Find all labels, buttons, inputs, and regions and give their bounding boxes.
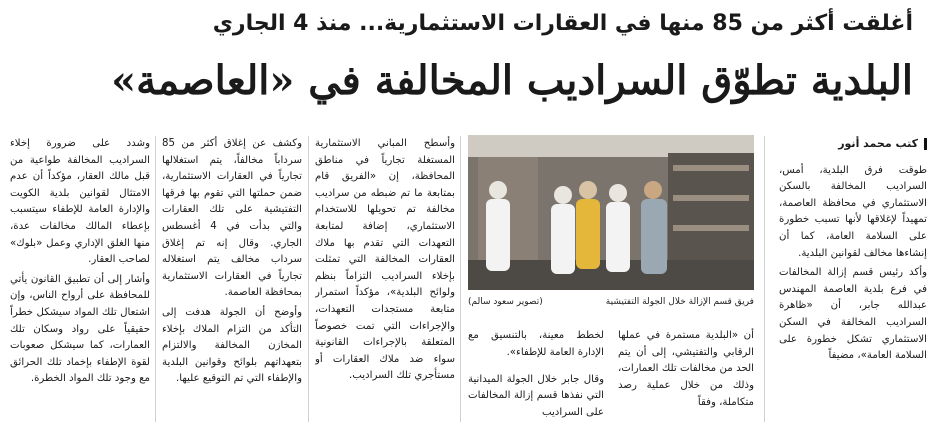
article-column-6 [10,136,150,424]
column-divider [308,136,309,422]
paragraph: وأوضح أن الجولة هدفت إلى التأكد من التزام الملاك بإخلاء المخازن المخالفة والالتزام بتعهداتهم بلوائح وقوانين البلدية والإطفاء التي تم التوقيع عليها. [162,306,302,385]
paragraph: طوقت فرق البلدية، أمس، السراديب المخالفة بالسكن الاستثماري في محافظة العاصمة، تمهيداً لإغلاقها لأنها تسبب خطورة على السلامة العامة، كما أن إنشاءها مخالف لقوانين البلدية. [779,164,927,259]
photo-caption-row [468,294,754,310]
article-headline: البلدية تطوّق السراديب المخالفة في «العاصمة» [111,57,913,104]
article-column-4 [315,136,455,424]
article-column-2 [618,318,754,424]
byline-text: كتب محمد أنور [838,137,918,150]
paragraph: لخطط معينة، بالتنسيق مع الإدارة العامة للإطفاء». [468,330,604,358]
column-divider [155,136,156,422]
paragraph: وكشف عن إغلاق أكثر من 85 سرداباً مخالفاً، يتم استغلالها تجارياً في العقارات الاستثمارية، ضمن حملتها التي تقوم بها فرقها التفتيشية على تلك العقارات والتي بدأت في 4 أغسطس الجاري. وقال إنه تم إغلاق سرداب مخالف يتم استغلاله تجارياً في العقارات الاستثمارية بمحافظة العاصمة. [162,138,302,299]
photo-illustration [468,135,754,290]
photo-credit: (تصوير سعود سالم) [468,297,543,307]
article-column-3 [468,318,604,424]
column-divider [460,136,461,422]
article-photo [468,135,754,290]
paragraph: أن «البلدية مستمرة في عملها الرقابي والتفتيشي، إلى أن يتم الحد من مخالفات تلك العمارات، وذلك من خلال عملية رصد متكاملة، وفقاً [618,330,754,408]
column-divider [764,136,765,422]
byline [779,136,927,153]
paragraph: وقال جابر خلال الجولة الميدانية التي نفذها قسم إزالة المخالفات على السراديب [468,373,604,418]
paragraph: وأكد رئيس قسم إزالة المخالفات في فرع بلدية العاصمة المهندس عبدالله جابر، أن «ظاهرة السراديب المخالفة في السكن الاستثماري تشكل خطورة على السلامة العامة»، مضيفاً [779,267,927,362]
paragraph: وأشار إلى أن تطبيق القانون يأتي للمحافظة على أرواح الناس، وإن اشتعال تلك المواد سيشكل خطراً حقيقياً على رواد وسكان تلك العمارات، كما سيشكل صعوبات لقوة الإطفاء بإخماد تلك الحرائق مع وجود تلك المواد الخطرة. [10,273,150,385]
article-column-1 [779,136,927,424]
article-column-5 [162,136,302,424]
photo-caption: فريق قسم الإزالة خلال الجولة التفتيشية [605,297,754,307]
article-kicker: أغلقت أكثر من 85 منها في العقارات الاستثمارية... منذ 4 الجاري [212,11,913,36]
paragraph: وشدد على ضرورة إخلاء السراديب المخالفة طواعية من قبل مالك العقار، مؤكداً أن عدم الامتثال لقوانين بلدية الكويت والإدارة العامة للإطفاء سيتسبب بإعطاء المالك مخالفات عدة، منها الغلق الإداري وعمل «بلوك» لصاحب العقار. [10,138,150,266]
paragraph: وأسطح المباني الاستثمارية المستغلة تجارياً في مناطق المحافظة، إن «الفريق قام بمتابعة ما تم ضبطه من سراديب مخالفة تم تحويلها للاستخدام الاستثماري، إضافة لمتابعة التعهدات التي تقدم بها ملاك العقارات المخالفة التي تمثلت بإخلاء السراديب التزاماً بنظم ولوائح البلدية»، مؤكداً استمرار متابعة مستجدات التعهدات، والإجراءات التي تمت خصوصاً المتعلقة بالإجراءات القانونية سواء ضد ملاك العقارات أو مستأجري تلك السراديب. [315,138,455,382]
byline-bar [924,138,927,150]
